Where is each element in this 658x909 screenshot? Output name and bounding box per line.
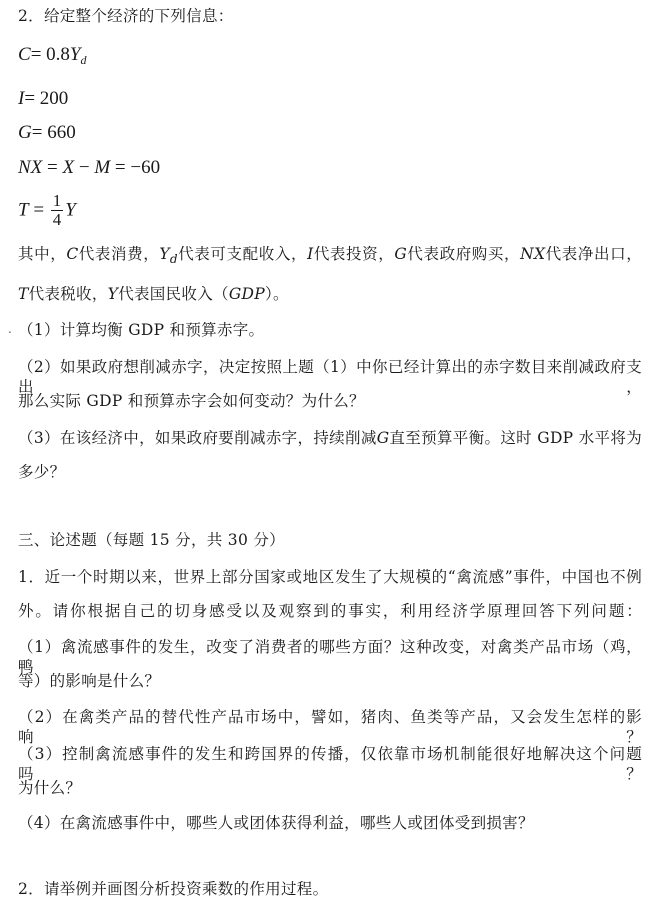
eq-c-sub: d xyxy=(80,53,87,67)
eq-t-fraction xyxy=(51,192,64,229)
eq-nx-mid1: = xyxy=(42,157,63,178)
eq-t-denominator: 4 xyxy=(52,210,62,229)
eq-nx-mid2: − xyxy=(74,157,95,178)
sub-question-3-line-2: 多少？ xyxy=(18,463,66,481)
equation-net-exports xyxy=(18,157,160,179)
eq-t-var: Y xyxy=(65,199,76,221)
def1-var-g: G xyxy=(394,245,408,263)
sub-question-3-line-1 xyxy=(18,428,642,448)
eq-g-rhs: = 660 xyxy=(31,122,76,143)
sub3-text-a: （3）在该经济中，如果政府要削减赤字，持续削减 xyxy=(18,429,377,447)
def1-text-2: 代表消费， xyxy=(78,245,160,263)
essay-1-sub-3-line-1: （3）控制禽流感事件的发生和跨国界的传播，仅依靠市场机制能很好地解决这个问题吗？ xyxy=(18,745,642,783)
def1-text-1: 其中， xyxy=(18,245,67,263)
def1-var-c: C xyxy=(66,245,79,263)
eq-g-lhs: G xyxy=(18,122,32,143)
section-3-heading: 三、论述题（每题 15 分，共 30 分） xyxy=(18,531,285,549)
eq-t-eq: = xyxy=(28,199,49,221)
def1-text-4: 代表投资， xyxy=(313,245,395,263)
equation-consumption xyxy=(18,44,86,71)
essay-1-line-1: 1．近一个时期以来，世界上部分国家或地区发生了大规模的“禽流感”事件，中国也不例 xyxy=(18,568,642,586)
eq-c-rhs: = 0.8 xyxy=(30,44,70,65)
def2-var-t: T xyxy=(18,285,29,303)
eq-nx-x: X xyxy=(62,157,75,178)
eq-nx-rhs: = −60 xyxy=(110,157,161,178)
sub-question-2-line-2: 那么实际 GDP 和预算赤字会如何变动？为什么？ xyxy=(18,392,365,410)
question-2-heading: 2．给定整个经济的下列信息： xyxy=(18,7,234,25)
sub3-text-b: 直至预算平衡。这时 GDP 水平将为 xyxy=(389,429,642,447)
def1-var-y-sub: d xyxy=(169,252,178,266)
def1-text-5: 代表政府购买， xyxy=(407,245,521,263)
def1-var-i: I xyxy=(307,245,314,263)
eq-t-numerator: 1 xyxy=(52,191,62,210)
sub3-var-g: G xyxy=(376,429,390,447)
definitions-line-1 xyxy=(18,244,642,269)
eq-c-var: Y xyxy=(69,44,81,65)
eq-nx-lhs: NX xyxy=(18,157,43,178)
def1-text-6: 代表净出口， xyxy=(545,245,642,263)
def2-var-y: Y xyxy=(107,285,119,303)
essay-1-sub-1-line-1: （1）禽流感事件的发生，改变了消费者的哪些方面？这种改变，对禽类产品市场（鸡，鸭 xyxy=(18,638,642,676)
essay-2: 2．请举例并画图分析投资乘数的作用过程。 xyxy=(18,880,329,898)
eq-i-lhs: I xyxy=(18,88,25,109)
eq-t-lhs: T xyxy=(18,199,29,221)
eq-c-lhs: C xyxy=(18,44,31,65)
def1-text-3: 代表可支配收入， xyxy=(177,245,308,263)
sub-question-1: （1）计算均衡 GDP 和预算赤字。 xyxy=(18,321,265,339)
def2-text-1: 代表税收， xyxy=(28,285,108,303)
def1-var-nx: NX xyxy=(520,245,546,263)
margin-mark: . xyxy=(8,322,12,336)
essay-1-sub-1-line-2: 等）的影响是什么？ xyxy=(18,672,161,690)
equation-investment xyxy=(18,88,68,110)
eq-nx-m: M xyxy=(94,157,111,178)
eq-i-rhs: = 200 xyxy=(24,88,69,109)
essay-1-sub-4: （4）在禽流感事件中，哪些人或团体获得利益，哪些人或团体受到损害？ xyxy=(18,814,534,832)
essay-1-line-2: 外。请你根据自己的切身感受以及观察到的事实，利用经济学原理回答下列问题： xyxy=(18,602,642,620)
essay-1-sub-2: （2）在禽类产品的替代性产品市场中，譬如，猪肉、鱼类等产品，又会发生怎样的影响？ xyxy=(18,708,642,746)
def2-text-2: 代表国民收入（ xyxy=(118,285,229,303)
sub-question-2-line-1: （2）如果政府想削减赤字，决定按照上题（1）中你已经计算出的赤字数目来削减政府支出， xyxy=(18,358,642,396)
def2-var-gdp: GDP xyxy=(228,285,265,303)
essay-1-sub-3-line-2: 为什么？ xyxy=(18,779,82,797)
def2-text-3: ）。 xyxy=(264,285,289,303)
definitions-line-2 xyxy=(18,284,642,304)
equation-tax xyxy=(18,192,76,229)
equation-government xyxy=(18,122,76,144)
def1-var-y: Y xyxy=(159,245,170,263)
